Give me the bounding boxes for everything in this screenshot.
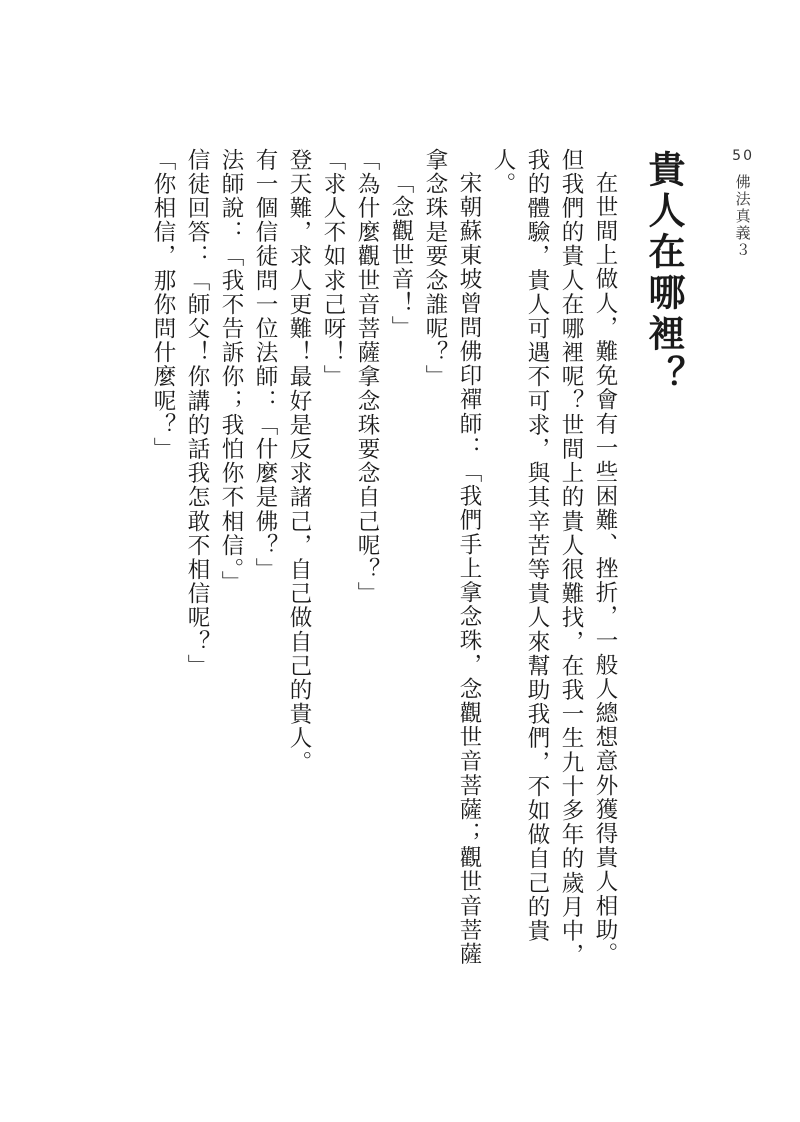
paragraph: 登天難，求人更難！最好是反求諸己，自己做自己的貴人。 bbox=[286, 148, 312, 775]
paragraph: 「求人不如求己呀！」 bbox=[320, 148, 346, 389]
paragraph: 信徒回答：「師父！你講的話我怎敢不相信呢？」 bbox=[184, 148, 210, 679]
running-header bbox=[732, 148, 754, 259]
paragraph: 「為什麼觀世音菩薩拿念珠要念自己呢？」 bbox=[354, 148, 380, 606]
paragraph: 有一個信徒問一位法師：「什麼是佛？」 bbox=[252, 148, 278, 582]
chapter-title: 貴人在哪裡？ bbox=[642, 150, 685, 396]
paragraph: 在世間上做人，難免會有一些困難、挫折，一般人總想意外獲得貴人相助。但我們的貴人在哪裡呢？世間上的貴人很難找，在我一生九十多年的歲月中，我的體驗，貴人可遇不可求，與其辛苦等貴人來幫助我們，不如做自己的貴人。 bbox=[490, 148, 618, 968]
paragraph: 「念觀世音！」 bbox=[388, 170, 414, 340]
paragraph: 宋朝蘇東坡曾問佛印禪師：「我們手上拿念珠，念觀世音菩薩；觀世音菩薩拿念珠是要念誰呢？」 bbox=[422, 148, 482, 966]
paragraph: 法師說：「我不告訴你；我怕你不相信。」 bbox=[218, 148, 244, 595]
body-text bbox=[146, 148, 622, 988]
paragraph: 「你相信，那你問什麼呢？」 bbox=[150, 148, 176, 462]
book-title: 佛法真義３ bbox=[733, 174, 752, 259]
page-number: 50 bbox=[732, 148, 754, 164]
